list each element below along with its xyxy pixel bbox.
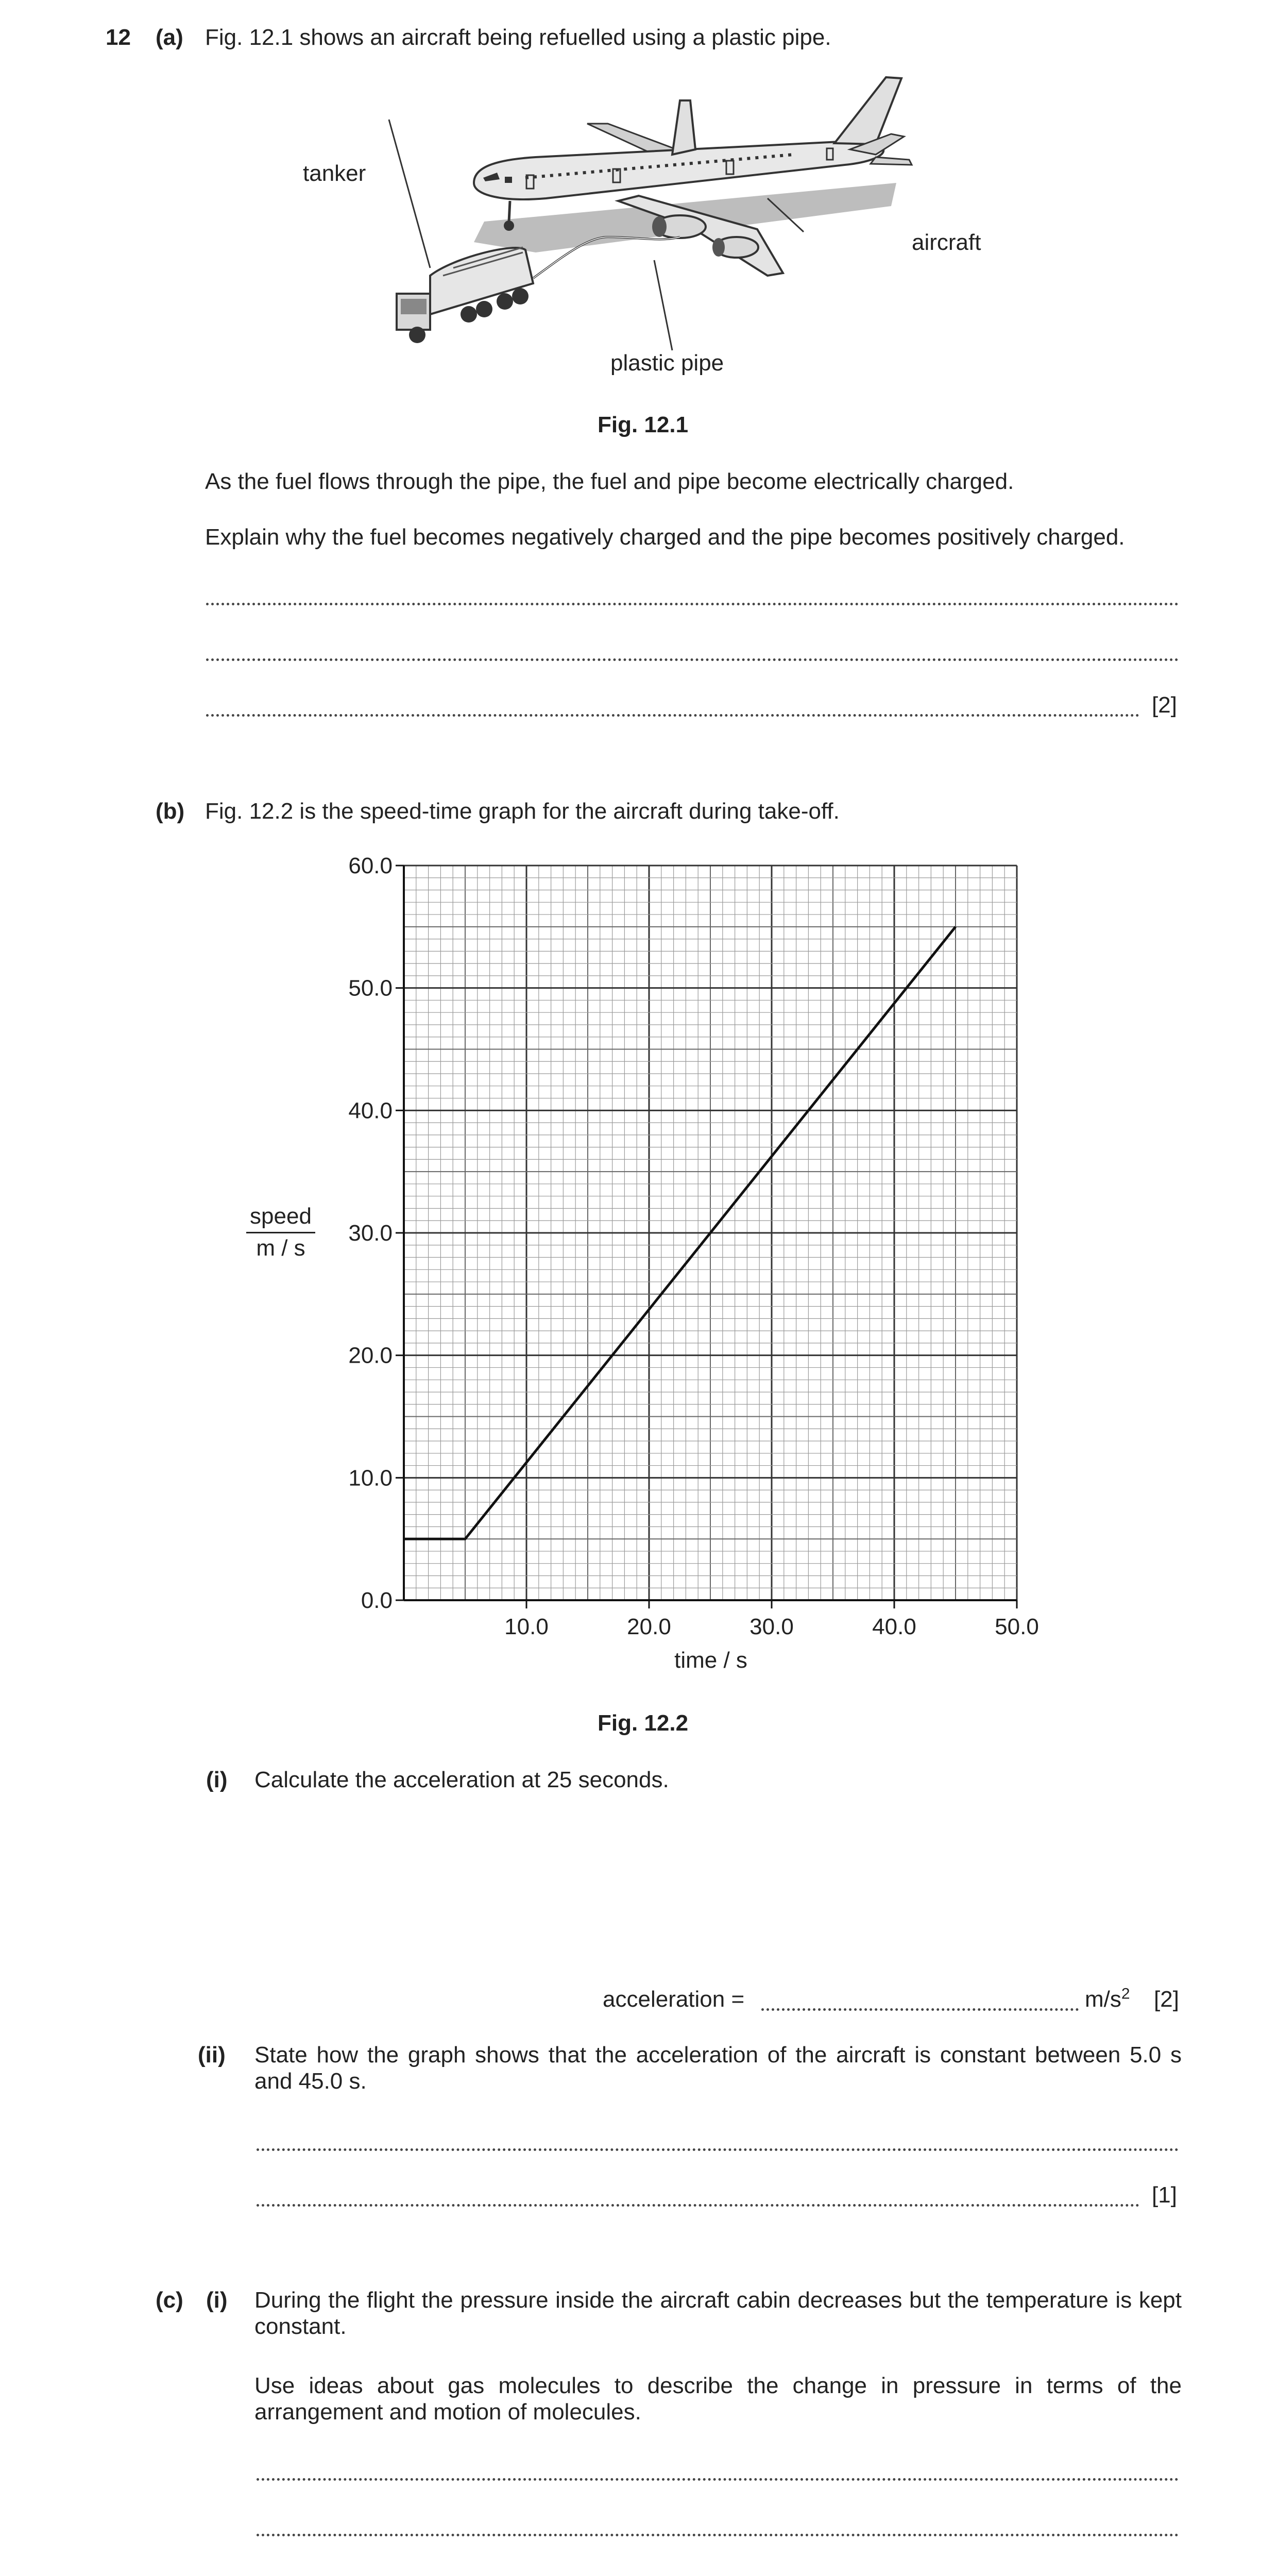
part-b-i-question: Calculate the acceleration at 25 seconds. [254, 1767, 669, 1792]
label-aircraft: aircraft [912, 230, 981, 255]
y-axis-fraction-bar [246, 1232, 315, 1233]
x-tick-label: 30.0 [749, 1614, 794, 1639]
acceleration-unit: $m/s^2$ [1085, 1985, 1130, 2012]
part-b-intro: Fig. 12.2 is the speed-time graph for the aircraft during take-off. [205, 799, 840, 824]
marks-b-i: [2] [1154, 1987, 1179, 2012]
answer-line[interactable] [257, 2204, 1139, 2207]
x-tick-label: 50.0 [995, 1614, 1039, 1639]
part-a-question: Explain why the fuel becomes negatively charged and the pipe becomes positively charged. [205, 524, 1125, 550]
x-tick-label: 40.0 [872, 1614, 916, 1639]
part-b-i-label: (i) [206, 1767, 228, 1792]
y-tick-label: 10.0 [348, 1465, 393, 1491]
label-tanker: tanker [303, 161, 366, 186]
part-a-stem: As the fuel flows through the pipe, the fuel and pipe become electrically charged. [205, 469, 1014, 494]
fig-12-2-caption: Fig. 12.2 [598, 1710, 689, 1736]
x-tick-label: 20.0 [627, 1614, 671, 1639]
part-b-ii-question: State how the graph shows that the acceleration of the aircraft is constant between 5.0 s and 45.0 s. [254, 2042, 1182, 2094]
part-a-intro: Fig. 12.1 shows an aircraft being refuelled using a plastic pipe. [205, 25, 831, 50]
y-tick-label: 30.0 [348, 1221, 393, 1246]
y-tick-label: 50.0 [348, 975, 393, 1001]
acceleration-answer-line[interactable] [761, 2008, 1079, 2011]
marks-a: [2] [1152, 692, 1177, 718]
y-axis-label: speed [250, 1204, 312, 1229]
part-c-label: (c) [156, 2287, 183, 2313]
acceleration-label: acceleration = [603, 1987, 745, 2012]
part-c-i-label: (i) [206, 2287, 228, 2313]
answer-line[interactable] [257, 2534, 1179, 2536]
x-axis-label: time / s [674, 1648, 747, 1673]
answer-line[interactable] [257, 2478, 1179, 2481]
y-tick-label: 40.0 [348, 1098, 393, 1124]
marks-b-ii: [1] [1152, 2182, 1177, 2208]
part-b-label: (b) [156, 799, 185, 824]
y-tick-label: 20.0 [348, 1343, 393, 1368]
fig-12-1-caption: Fig. 12.1 [598, 412, 689, 437]
y-tick-label: 0.0 [361, 1588, 393, 1613]
x-tick-label: 10.0 [504, 1614, 549, 1639]
part-c-i-instruction: Use ideas about gas molecules to describe the change in pressure in terms of the arrangement and motion of molecules. [254, 2373, 1182, 2425]
part-c-i-question: During the flight the pressure inside the aircraft cabin decreases but the temperature is kept constant. [254, 2287, 1182, 2339]
label-plastic-pipe: plastic pipe [610, 350, 724, 376]
part-b-ii-label: (ii) [198, 2042, 226, 2067]
answer-line[interactable] [257, 2148, 1179, 2151]
question-number: 12 [106, 25, 131, 50]
part-a-label: (a) [156, 25, 183, 50]
y-axis-unit: m / s [256, 1235, 305, 1261]
y-tick-label: 60.0 [348, 853, 393, 878]
